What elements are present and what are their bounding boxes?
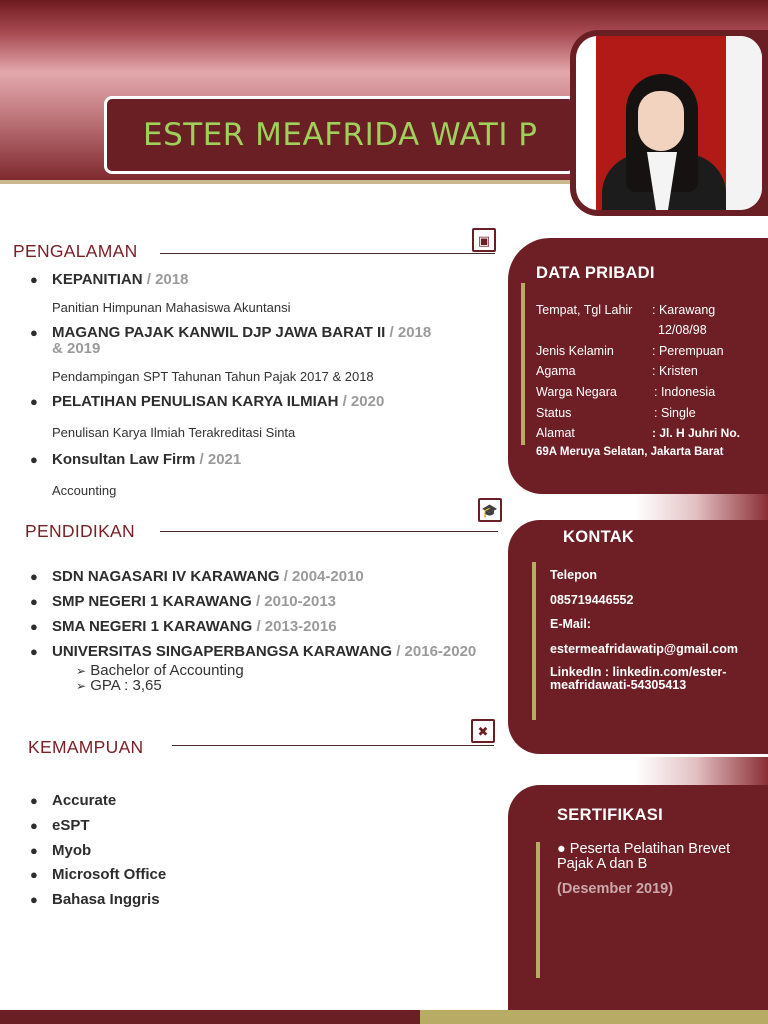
contact-label: E-Mail:	[550, 617, 591, 631]
info-label: Agama	[536, 364, 576, 378]
list-item: ● SMA NEGERI 1 KARAWANG / 2013-2016	[30, 618, 337, 635]
card-title-sertifikasi: SERTIFIKASI	[557, 806, 663, 824]
name-banner	[104, 96, 576, 174]
card-accent-bar	[521, 283, 525, 445]
info-value: : Karawang	[652, 303, 716, 317]
item-description: Panitian Himpunan Mahasiswa Akuntansi	[52, 300, 291, 315]
header-divider	[0, 180, 600, 184]
contact-linkedin[interactable]: LinkedIn : linkedin.com/ester-	[550, 665, 727, 679]
list-item: ● Microsoft Office	[30, 866, 167, 883]
list-item: ● SMP NEGERI 1 KARAWANG / 2010-2013	[30, 593, 337, 610]
list-item: ● MAGANG PAJAK KANWIL DJP JAWA BARAT II / 2018	[30, 324, 432, 341]
item-year-cont: & 2019	[52, 340, 101, 357]
info-value: 12/08/98	[658, 323, 707, 337]
info-label: Status	[536, 406, 572, 420]
list-item: ● KEPANITIAN / 2018	[30, 271, 189, 288]
item-description: Penulisan Karya Ilmiah Terakreditasi Sinta	[52, 425, 296, 440]
education-detail: ➢ Bachelor of Accounting	[76, 662, 244, 679]
certificate-date: (Desember 2019)	[557, 881, 674, 897]
list-item: ● Myob	[30, 842, 92, 859]
briefcase-icon: ▣	[472, 228, 496, 252]
contact-label: Telepon	[550, 568, 597, 582]
decor-strip	[636, 494, 768, 522]
certificate-item-cont: Pajak A dan B	[557, 856, 648, 872]
section-divider	[172, 745, 494, 746]
section-title-pengalaman: PENGALAMAN	[13, 241, 138, 261]
info-label: Jenis Kelamin	[536, 344, 614, 358]
list-item: ● PELATIHAN PENULISAN KARYA ILMIAH / 2020	[30, 393, 385, 410]
list-item: ● Konsultan Law Firm / 2021	[30, 451, 242, 468]
section-divider	[160, 531, 498, 532]
info-label: Alamat	[536, 426, 575, 440]
item-description: Accounting	[52, 483, 117, 498]
section-divider	[160, 253, 495, 254]
footer-accent	[420, 1010, 768, 1024]
info-label: Tempat, Tgl Lahir	[536, 303, 633, 317]
full-name: ESTER MEAFRIDA WATI P	[143, 117, 538, 153]
profile-photo	[576, 36, 762, 210]
profile-photo-frame	[570, 30, 768, 216]
graduation-cap-icon: 🎓	[478, 498, 502, 522]
info-value: : Indonesia	[654, 385, 716, 399]
info-value: : Jl. H Juhri No.	[652, 426, 741, 440]
section-title-pendidikan: PENDIDIKAN	[25, 521, 135, 541]
card-accent-bar	[532, 562, 536, 720]
education-detail: ➢ GPA : 3,65	[76, 677, 162, 694]
certificate-item: ● Peserta Pelatihan Brevet	[557, 841, 731, 857]
item-description: Pendampingan SPT Tahunan Tahun Pajak 2017 & 2018	[52, 369, 374, 384]
contact-phone[interactable]: 085719446552	[550, 593, 634, 607]
list-item: ● SDN NAGASARI IV KARAWANG / 2004-2010	[30, 568, 364, 585]
kontak-card	[508, 520, 768, 754]
contact-linkedin-cont[interactable]: meafridawati-54305413	[550, 678, 687, 692]
card-title-kontak: KONTAK	[563, 528, 635, 546]
card-accent-bar	[536, 842, 540, 978]
section-title-kemampuan: KEMAMPUAN	[28, 737, 144, 757]
list-item: ● UNIVERSITAS SINGAPERBANGSA KARAWANG / 2016-2020	[30, 643, 477, 660]
contact-email[interactable]: estermeafridawatip@gmail.com	[550, 642, 738, 656]
info-label: Warga Negara	[536, 385, 617, 399]
list-item: ● Accurate	[30, 792, 117, 809]
tools-icon: ✖	[471, 719, 495, 743]
info-value: : Kristen	[652, 364, 698, 378]
info-value: : Single	[654, 406, 696, 420]
list-item: ● eSPT	[30, 817, 90, 834]
decor-strip	[636, 757, 768, 785]
list-item: ● Bahasa Inggris	[30, 891, 160, 908]
info-value: : Perempuan	[652, 344, 724, 358]
address-continued: 69A Meruya Selatan, Jakarta Barat	[536, 446, 724, 458]
card-title-data-pribadi: DATA PRIBADI	[536, 264, 655, 282]
